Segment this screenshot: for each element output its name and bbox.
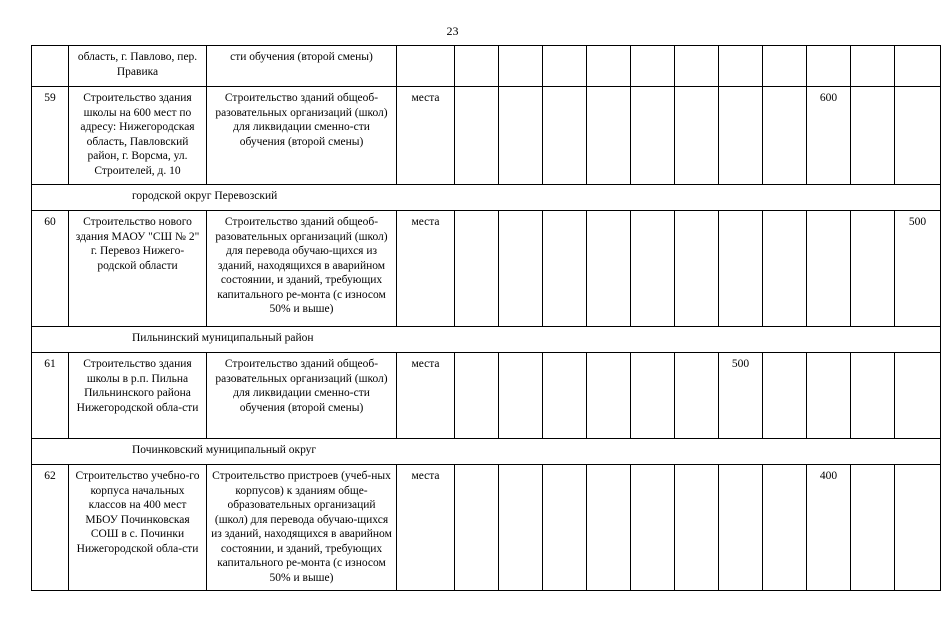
- value-cell: [455, 465, 499, 591]
- value-cell: [895, 46, 941, 87]
- object-name: Строительство учебно-го корпуса начальных классов на 400 мест МБОУ Починковская СОШ в с. Починки Нижегородской обла-сти: [69, 465, 207, 591]
- value-cell: 400: [807, 465, 851, 591]
- unit-text: места: [397, 87, 455, 185]
- value-cell: [851, 465, 895, 591]
- value-cell: 600: [807, 87, 851, 185]
- value-cell: [543, 46, 587, 87]
- unit-text: места: [397, 353, 455, 439]
- value-cell: [631, 46, 675, 87]
- row-number: 61: [32, 353, 69, 439]
- value-cell: [675, 46, 719, 87]
- value-cell: [719, 46, 763, 87]
- value-cell: [851, 46, 895, 87]
- value-cell: [587, 46, 631, 87]
- value-cell: [675, 211, 719, 327]
- unit-text: места: [397, 211, 455, 327]
- purpose-text: Строительство пристроев (учеб-ных корпусов) к зданиям обще-образовательных организаций (школ) для перевода обучаю-щихся из зданий, находящихся в аварийном состоянии, и зданий, требующих капитального ре-монта (с износом 50% и выше): [207, 465, 397, 591]
- unit-text: [397, 46, 455, 87]
- value-cell: [587, 87, 631, 185]
- group-row: [32, 439, 941, 465]
- value-cell: [455, 87, 499, 185]
- value-cell: [631, 353, 675, 439]
- value-cell: [851, 211, 895, 327]
- object-name: Строительство нового здания МАОУ "СШ № 2" г. Перевоз Нижего-родской области: [69, 211, 207, 327]
- value-cell: [895, 87, 941, 185]
- value-cell: [587, 353, 631, 439]
- group-label: городской округ Перевозский: [32, 185, 941, 211]
- group-row: [32, 327, 941, 353]
- value-cell: [499, 87, 543, 185]
- row-number: 59: [32, 87, 69, 185]
- table-row: [32, 353, 941, 439]
- page-number: 23: [446, 24, 459, 38]
- value-cell: [675, 87, 719, 185]
- object-name: Строительство здания школы на 600 мест по адресу: Нижегородская область, Павловский район, г. Ворсма, ул. Строителей, д. 10: [69, 87, 207, 185]
- value-cell: [543, 211, 587, 327]
- value-cell: [631, 211, 675, 327]
- value-cell: [499, 353, 543, 439]
- table-body: [32, 46, 941, 591]
- group-label: Починковский муниципальный округ: [32, 439, 941, 465]
- value-cell: [631, 465, 675, 591]
- value-cell: [895, 465, 941, 591]
- table-row: [32, 46, 941, 87]
- value-cell: [543, 465, 587, 591]
- row-number: 62: [32, 465, 69, 591]
- value-cell: [455, 353, 499, 439]
- table-row: [32, 465, 941, 591]
- value-cell: [763, 87, 807, 185]
- purpose-text: сти обучения (второй смены): [207, 46, 397, 87]
- table-row: [32, 211, 941, 327]
- value-cell: [763, 46, 807, 87]
- row-number: [32, 46, 69, 87]
- registry-table: [31, 45, 941, 591]
- object-name: Строительство здания школы в р.п. Пильна Пильнинского района Нижегородской обла-сти: [69, 353, 207, 439]
- table-row: [32, 87, 941, 185]
- value-cell: [499, 46, 543, 87]
- value-cell: [763, 465, 807, 591]
- value-cell: [719, 465, 763, 591]
- purpose-text: Строительство зданий общеоб-разовательных организаций (школ) для ликвидации сменно-сти обучения (второй смены): [207, 353, 397, 439]
- value-cell: [499, 211, 543, 327]
- value-cell: [587, 211, 631, 327]
- group-label: Пильнинский муниципальный район: [32, 327, 941, 353]
- row-number: 60: [32, 211, 69, 327]
- value-cell: [719, 87, 763, 185]
- value-cell: [895, 353, 941, 439]
- value-cell: [675, 353, 719, 439]
- value-cell: [631, 87, 675, 185]
- value-cell: [543, 353, 587, 439]
- value-cell: [587, 465, 631, 591]
- unit-text: места: [397, 465, 455, 591]
- value-cell: [763, 353, 807, 439]
- group-row: [32, 185, 941, 211]
- purpose-text: Строительство зданий общеоб-разовательных организаций (школ) для перевода обучаю-щихся из зданий, находящихся в аварийном состоянии, и зданий, требующих капитального ре-монта (с износом 50% и выше): [207, 211, 397, 327]
- value-cell: [763, 211, 807, 327]
- value-cell: [807, 211, 851, 327]
- object-name: область, г. Павлово, пер. Правика: [69, 46, 207, 87]
- value-cell: 500: [895, 211, 941, 327]
- value-cell: [851, 353, 895, 439]
- value-cell: [499, 465, 543, 591]
- value-cell: [675, 465, 719, 591]
- value-cell: [807, 353, 851, 439]
- value-cell: [719, 211, 763, 327]
- value-cell: [807, 46, 851, 87]
- value-cell: [543, 87, 587, 185]
- value-cell: 500: [719, 353, 763, 439]
- value-cell: [455, 46, 499, 87]
- value-cell: [455, 211, 499, 327]
- purpose-text: Строительство зданий общеоб-разовательных организаций (школ) для ликвидации сменно-сти обучения (второй смены): [207, 87, 397, 185]
- value-cell: [851, 87, 895, 185]
